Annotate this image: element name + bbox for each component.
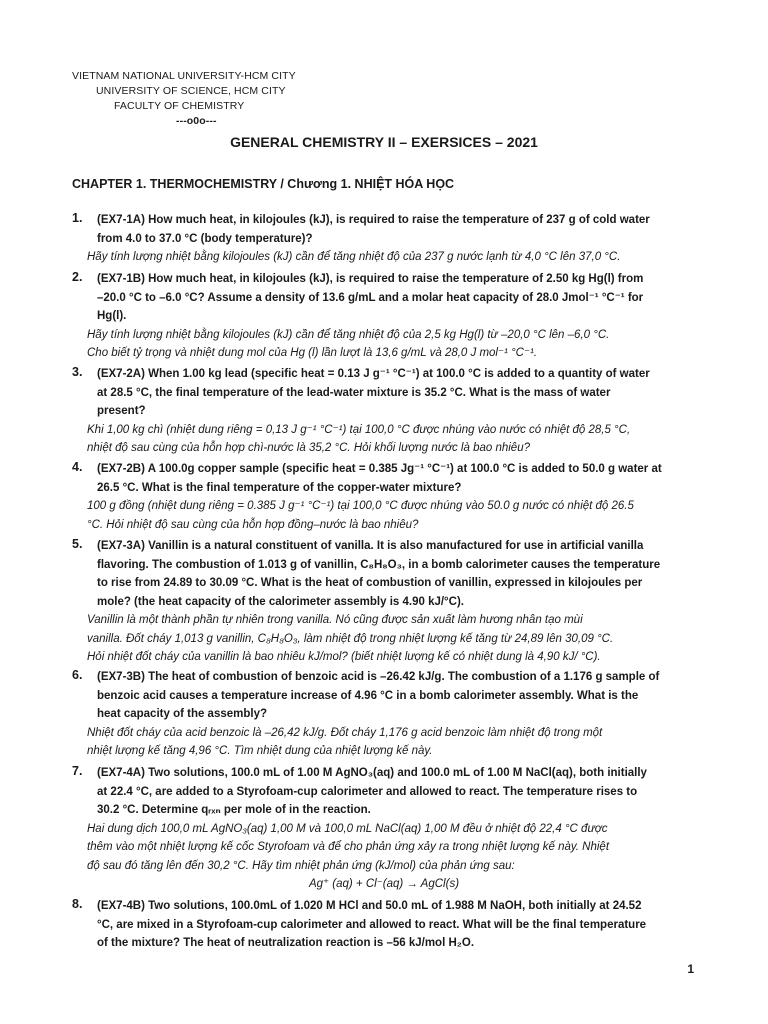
question-text-en — [97, 365, 696, 421]
reaction-equation: Ag⁺ (aq) + Cl⁻(aq) → AgCl(s) — [308, 878, 460, 890]
question-line-en: –20.0 °C to –6.0 °C? Assume a density of 13.6 g/mL and a molar heat capacity of 28.0 Jmol⁻¹ °C⁻¹ for — [97, 291, 644, 304]
question-line-en: at 28.5 °C, the final temperature of the lead-water mixture is 35.2 °C. What is the mass of water — [97, 386, 611, 399]
question-line-en: of the mixture? The heat of neutralization reaction is –56 kJ/mol H₂O. — [97, 937, 475, 949]
question-line-en: mole? (the heat capacity of the calorimeter assembly is 4.90 kJ/°C). — [97, 595, 464, 608]
question-line-en: heat capacity of the assembly? — [97, 708, 268, 720]
question-number: 3. — [72, 365, 83, 379]
question-number: 5. — [72, 537, 83, 551]
document-title: GENERAL CHEMISTRY II – EXERSICES – 2021 — [230, 134, 538, 150]
question-line-vi: nhiệt độ sau cùng của hỗn hợp chì-nước là 35,2 °C. Hỏi khối lượng nước là bao nhiêu? — [87, 442, 530, 454]
question-line-en: (EX7-1B) How much heat, in kilojoules (kJ), is required to raise the temperature of 2.50 kg Hg(l) from — [97, 273, 644, 285]
question-line-en: 30.2 °C. Determine qᵣₓₙ per mole of in the reaction. — [97, 804, 371, 816]
question-line-en: (EX7-1A) How much heat, in kilojoules (kJ), is required to raise the temperature of 237 g of cold water — [97, 214, 650, 226]
question-number: 7. — [72, 764, 83, 778]
question-number: 4. — [72, 460, 83, 474]
question-line-vi: °C. Hỏi nhiệt độ sau cùng của hỗn hợp đồng–nước là bao nhiêu? — [87, 518, 419, 531]
question-line-vi: Hãy tính lượng nhiệt bằng kilojoules (kJ) cần để tăng nhiệt độ của 2,5 kg Hg(l) từ –20,0 °C lên –6,0 °C. — [87, 328, 610, 341]
question-line-en: Hg(l). — [97, 310, 127, 322]
chapter-heading: CHAPTER 1. THERMOCHEMISTRY / Chương 1. NHIỆT HÓA HỌC — [72, 177, 455, 191]
question-1 — [72, 211, 696, 267]
question-number: 1. — [72, 211, 83, 225]
question-text-vi — [87, 611, 696, 667]
question-line-vi: vanilla. Đốt cháy 1,013 g vanillin, C₈H₈O₃, làm nhiệt độ trong nhiệt lượng kế tăng từ 24,89 lên 30,09 °C. — [87, 632, 614, 645]
question-line-en: °C, are mixed in a Styrofoam-cup calorimeter and allowed to react. What will be the final temperature — [97, 918, 647, 931]
question-line-en: flavoring. The combustion of 1.013 g of vanillin, C₈H₈O₃, in a bomb calorimeter causes the temperature — [97, 558, 661, 571]
question-line-en: benzoic acid causes a temperature increase of 4.96 °C in a bomb calorimeter assembly. What is the — [97, 689, 639, 702]
question-number: 6. — [72, 668, 83, 682]
question-5 — [72, 537, 696, 667]
header-separator: ---o0o--- — [176, 115, 217, 127]
question-text-en — [97, 211, 696, 248]
question-text-vi — [87, 248, 696, 267]
question-text-en — [97, 764, 696, 820]
question-line-en: (EX7-4A) Two solutions, 100.0 mL of 1.00 M AgNO₃(aq) and 100.0 mL of 1.00 M NaCl(aq), both initially — [97, 767, 647, 779]
question-number: 2. — [72, 270, 83, 284]
question-line-vi: Khi 1,00 kg chì (nhiệt dung riêng = 0,13 J g⁻¹ °C⁻¹) tại 100,0 °C được nhúng vào nước có nhiệt độ 28,5 °C, — [87, 423, 631, 436]
question-text-en — [97, 897, 696, 953]
question-text-vi — [87, 326, 696, 363]
question-text-en — [97, 668, 696, 724]
question-number: 8. — [72, 897, 83, 911]
question-line-vi: độ sau đó tăng lên đến 30,2 °C. Hãy tìm nhiệt phản ứng (kJ/mol) của phản ứng sau: — [87, 859, 515, 872]
question-text-vi — [87, 820, 696, 876]
question-6 — [72, 668, 696, 761]
question-line-en: at 22.4 °C, are added to a Styrofoam-cup calorimeter and allowed to react. The temperature rises to — [97, 785, 638, 798]
page-number: 1 — [687, 962, 694, 976]
question-line-vi: Cho biết tỷ trọng và nhiệt dung mol của Hg (l) lần lượt là 13,6 g/mL và 28,0 J mol⁻¹ °C⁻¹. — [87, 347, 538, 359]
question-line-vi: nhiệt lượng kế tăng 4,96 °C. Tìm nhiệt dung của nhiệt lượng kế này. — [87, 745, 433, 757]
question-text-en — [97, 270, 696, 326]
header-university: VIETNAM NATIONAL UNIVERSITY-HCM CITY — [72, 70, 296, 82]
question-line-en: (EX7-4B) Two solutions, 100.0mL of 1.020 M HCl and 50.0 mL of 1.988 M NaOH, both initially at 24.52 — [97, 900, 642, 912]
question-4 — [72, 460, 696, 534]
question-8 — [72, 897, 696, 953]
question-7 — [72, 764, 696, 894]
question-text-vi — [87, 421, 696, 458]
question-line-vi: Hai dung dịch 100,0 mL AgNO₃(aq) 1,00 M và 100,0 mL NaCl(aq) 1,00 M đều ở nhiệt độ 22,4 °C được — [87, 822, 608, 835]
header-school: UNIVERSITY OF SCIENCE, HCM CITY — [96, 85, 286, 97]
question-line-en: from 4.0 to 37.0 °C (body temperature)? — [97, 232, 313, 245]
question-2 — [72, 270, 696, 363]
question-line-vi: Nhiệt đốt cháy của acid benzoic là –26,42 kJ/g. Đốt cháy 1,176 g acid benzoic làm nhiệt độ trong một — [87, 726, 603, 739]
question-line-en: (EX7-2A) When 1.00 kg lead (specific heat = 0.13 J g⁻¹ °C⁻¹) at 100.0 °C is added to a quantity of water — [97, 368, 650, 380]
header-faculty: FACULTY OF CHEMISTRY — [114, 100, 245, 112]
question-line-vi: 100 g đồng (nhiệt dung riêng = 0.385 J g⁻¹ °C⁻¹) tại 100,0 °C được nhúng vào 50.0 g nước có nhiệt độ 26.5 — [87, 500, 634, 512]
question-line-en: 26.5 °C. What is the final temperature of the copper-water mixture? — [97, 481, 462, 494]
question-3 — [72, 365, 696, 458]
question-line-vi: Hỏi nhiệt đốt cháy của vanillin là bao nhiêu kJ/mol? (biết nhiệt lượng kế có nhiệt dung là 4,90 kJ/ °C). — [87, 651, 601, 663]
question-line-en: (EX7-3B) The heat of combustion of benzoic acid is –26.42 kJ/g. The combustion of a 1.176 g sample of — [97, 671, 660, 683]
question-line-en: present? — [97, 405, 146, 417]
question-text-en — [97, 460, 696, 497]
question-text-vi — [87, 724, 696, 761]
question-line-en: to rise from 24.89 to 30.09 °C. What is the heat of combustion of vanillin, expressed in kilojoules per — [97, 577, 643, 589]
question-line-en: (EX7-3A) Vanillin is a natural constituent of vanilla. It is also manufactured for use in artificial vanilla — [97, 540, 644, 552]
question-line-vi: Hãy tính lượng nhiệt bằng kilojoules (kJ) cần để tăng nhiệt độ của 237 g nước lạnh từ 4,0 °C lên 37,0 °C. — [87, 251, 621, 263]
question-line-vi: Vanillin là một thành phần tự nhiên trong vanilla. Nó cũng được sản xuất làm hương nhân tạo mùi — [87, 614, 583, 626]
question-text-vi — [87, 497, 696, 534]
question-line-en: (EX7-2B) A 100.0g copper sample (specific heat = 0.385 Jg⁻¹ °C⁻¹) at 100.0 °C is added to 50.0 g water at — [97, 463, 662, 475]
question-line-vi: thêm vào một nhiệt lượng kế cốc Styrofoam và để cho phản ứng xảy ra trong nhiệt lượng kế này. Nhiệt — [87, 841, 610, 853]
question-text-en — [97, 537, 696, 611]
